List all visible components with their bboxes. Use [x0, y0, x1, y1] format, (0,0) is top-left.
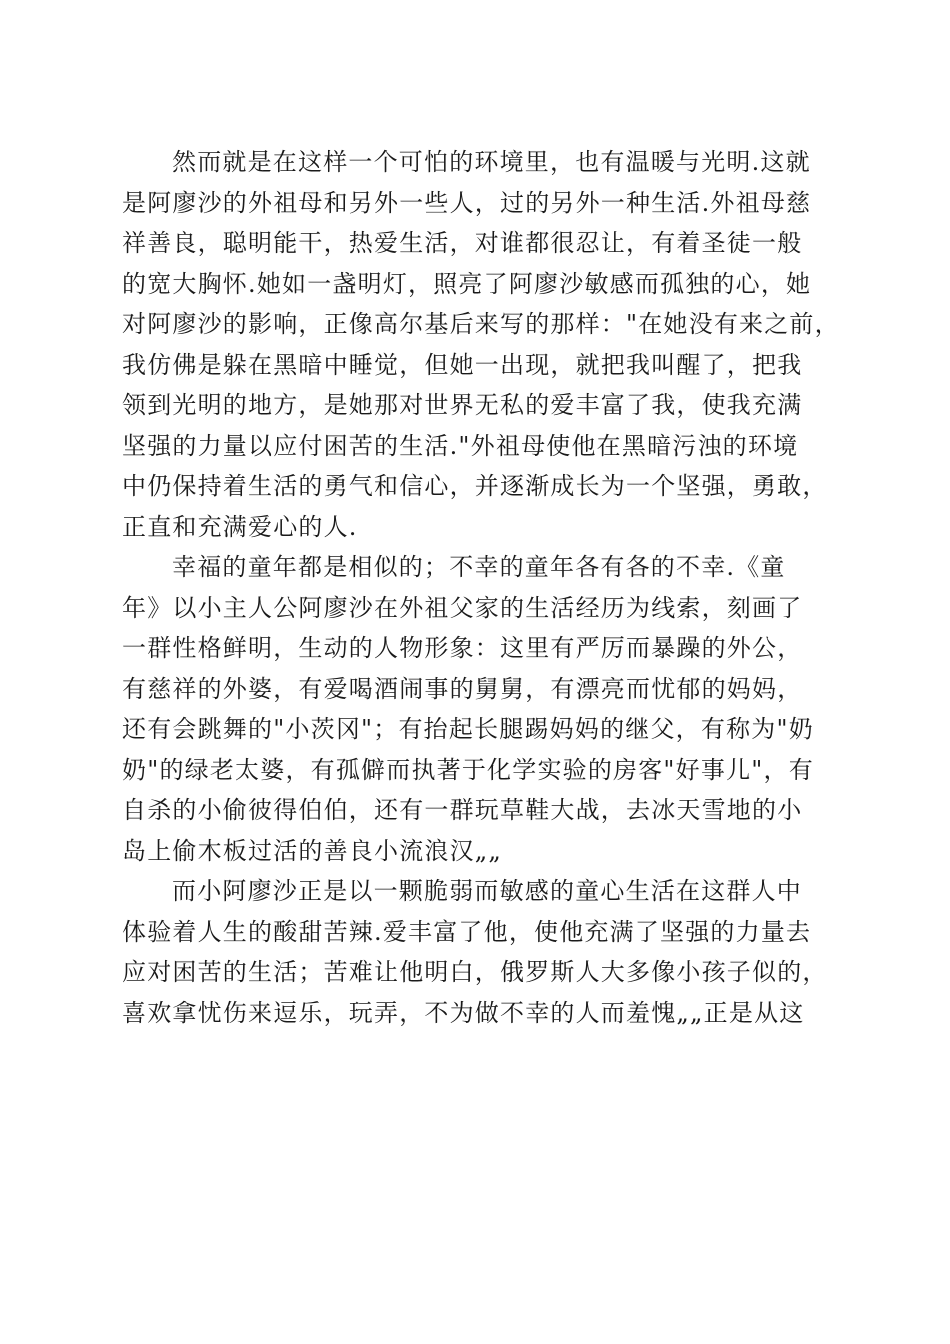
- text-line: 是阿廖沙的外祖母和另外一些人，过的另外一种生活.外祖母慈: [122, 188, 812, 217]
- text-line: 我仿佛是躲在黑暗中睡觉，但她一出现，就把我叫醒了，把我: [122, 350, 803, 379]
- text-line: 还有会跳舞的"小茨冈"；有抬起长腿踢妈妈的继父，有称为"奶: [122, 715, 814, 743]
- text-line: 岛上偷木板过活的善良小流浪汉„„: [122, 836, 503, 865]
- text-line: 喜欢拿忧伤来逗乐，玩弄，不为做不幸的人而羞愧„„正是从这: [122, 998, 805, 1027]
- text-line: 祥善良，聪明能干，热爱生活，对谁都很忍让，有着圣徒一般: [122, 229, 803, 257]
- text-line: 中仍保持着生活的勇气和信心，并逐渐成长为一个坚强，勇敢，: [122, 472, 828, 500]
- text-line: 坚强的力量以应付困苦的生活."外祖母使他在黑暗污浊的环境: [122, 431, 799, 460]
- text-line: 对阿廖沙的影响，正像高尔基后来写的那样："在她没有来之前，: [122, 310, 840, 338]
- text-line: 而小阿廖沙正是以一颗脆弱而敏感的童心生活在这群人中: [172, 877, 802, 905]
- body-text: [122, 142, 842, 1033]
- text-line: 体验着人生的酸甜苦辣.爱丰富了他，使他充满了坚强的力量去: [122, 917, 812, 946]
- paragraph: [122, 547, 842, 871]
- text-line: 领到光明的地方，是她那对世界无私的爱丰富了我，使我充满: [122, 391, 803, 419]
- text-line: 然而就是在这样一个可怕的环境里，也有温暖与光明.这就: [172, 148, 811, 176]
- paragraph: [122, 142, 842, 547]
- text-line: 奶"的绿老太婆，有孤僻而执著于化学实验的房客"好事儿"，有: [122, 755, 814, 784]
- text-line: 应对困苦的生活；苦难让他明白，俄罗斯人大多像小孩子似的，: [122, 958, 828, 986]
- text-line: 正直和充满爱心的人.: [122, 512, 358, 541]
- text-line: 一群性格鲜明，生动的人物形象：这里有严厉而暴躁的外公，: [122, 634, 803, 662]
- text-line: 幸福的童年都是相似的；不幸的童年各有各的不幸.《童: [172, 553, 786, 581]
- text-line: 年》以小主人公阿廖沙在外祖父家的生活经历为线索，刻画了: [122, 593, 803, 622]
- text-line: 有慈祥的外婆，有爱喝酒闹事的舅舅，有漂亮而忧郁的妈妈，: [122, 674, 803, 703]
- paragraph: [122, 871, 842, 1033]
- text-line: 自杀的小偷彼得伯伯，还有一群玩草鞋大战，去冰天雪地的小: [122, 796, 803, 824]
- text-line: 的宽大胸怀.她如一盏明灯，照亮了阿廖沙敏感而孤独的心，她: [122, 269, 812, 298]
